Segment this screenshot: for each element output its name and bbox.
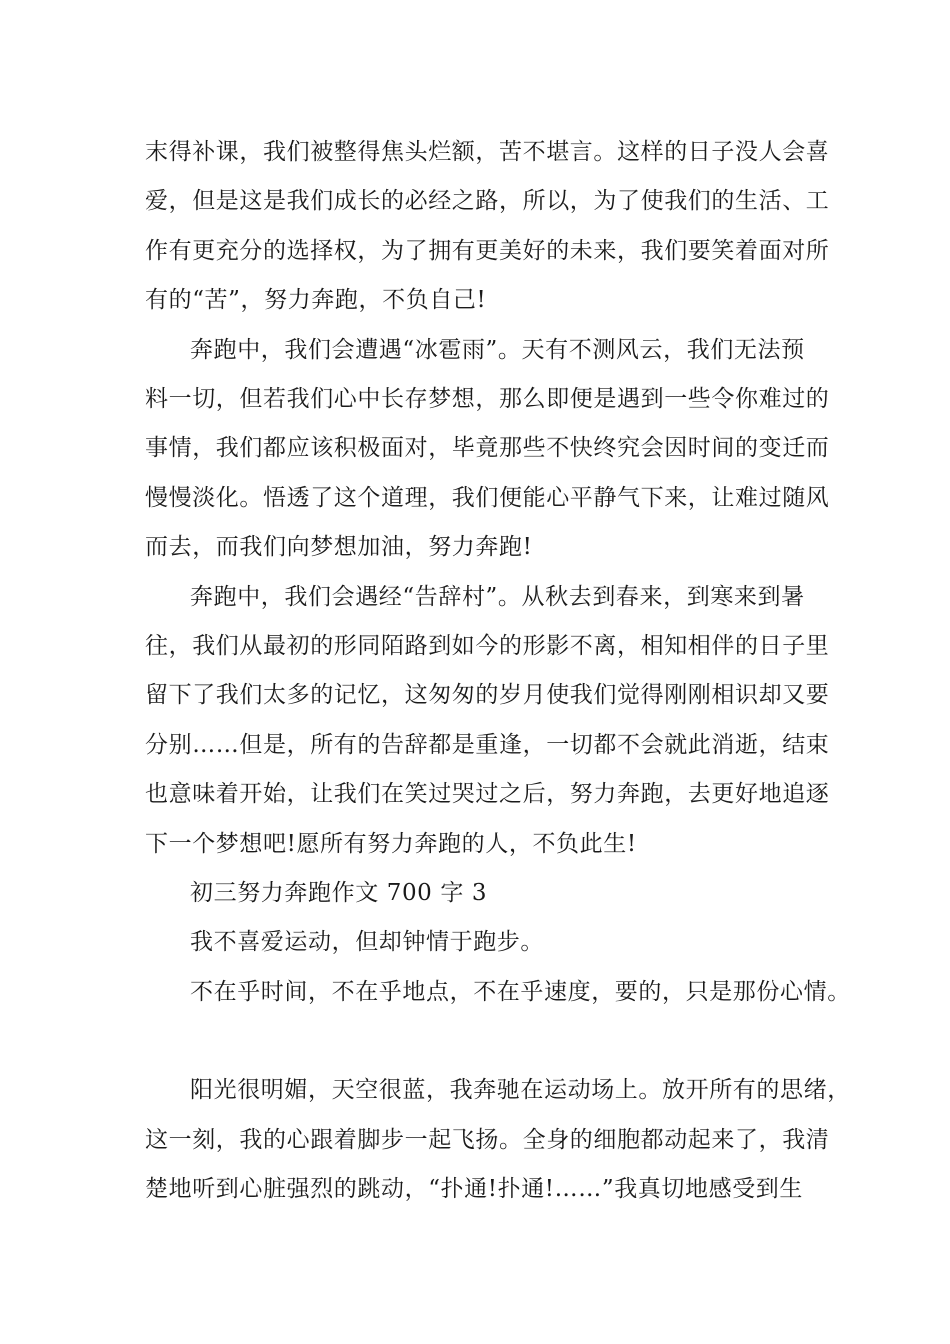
text-line: 末得补课，我们被整得焦头烂额，苦不堪言。这样的日子没人会喜	[145, 139, 830, 165]
text-line: 往，我们从最初的形同陌路到如今的形影不离，相知相伴的日子里	[145, 633, 830, 659]
text-line: 慢慢淡化。悟透了这个道理，我们便能心平静气下来，让难过随风	[145, 485, 830, 511]
text-line: 有的“苦”，努力奔跑，不负自己!	[145, 287, 487, 313]
text-line: 也意味着开始，让我们在笑过哭过之后，努力奔跑，去更好地追逐	[145, 781, 830, 807]
text-line: 作有更充分的选择权，为了拥有更美好的未来，我们要笑着面对所	[145, 238, 830, 264]
paragraph-first-line: 我不喜爱运动，但却钟情于跑步。	[190, 929, 544, 955]
text-line: 料一切，但若我们心中长存梦想，那么即便是遇到一些令你难过的	[145, 386, 830, 412]
paragraph-first-line: 奔跑中，我们会遇经“告辞村”。从秋去到春来，到寒来到暑	[190, 584, 805, 610]
text-line: 下一个梦想吧!愿所有努力奔跑的人，不负此生!	[145, 831, 637, 857]
paragraph-first-line: 奔跑中，我们会遭遇“冰雹雨”。天有不测风云，我们无法预	[190, 337, 805, 363]
section-heading: 初三努力奔跑作文 700 字 3	[190, 880, 488, 906]
text-line: 爱，但是这是我们成长的必经之路，所以，为了使我们的生活、工	[145, 188, 830, 214]
text-line: 而去，而我们向梦想加油，努力奔跑!	[145, 534, 533, 560]
text-line: 事情，我们都应该积极面对，毕竟那些不快终究会因时间的变迁而	[145, 435, 830, 461]
paragraph-first-line: 不在乎时间，不在乎地点，不在乎速度，要的，只是那份心情。	[190, 979, 851, 1005]
text-line: 这一刻，我的心跟着脚步一起飞扬。全身的细胞都动起来了，我清	[145, 1127, 830, 1153]
paragraph-first-line: 阳光很明媚，天空很蓝，我奔驰在运动场上。放开所有的思绪，	[190, 1077, 851, 1103]
text-line: 留下了我们太多的记忆，这匆匆的岁月使我们觉得刚刚相识却又要	[145, 682, 830, 708]
text-line: 楚地听到心脏强烈的跳动，“扑通!扑通!……”我真切地感受到生	[145, 1176, 804, 1202]
text-line: 分别……但是，所有的告辞都是重逢，一切都不会就此消逝，结束	[145, 732, 830, 758]
